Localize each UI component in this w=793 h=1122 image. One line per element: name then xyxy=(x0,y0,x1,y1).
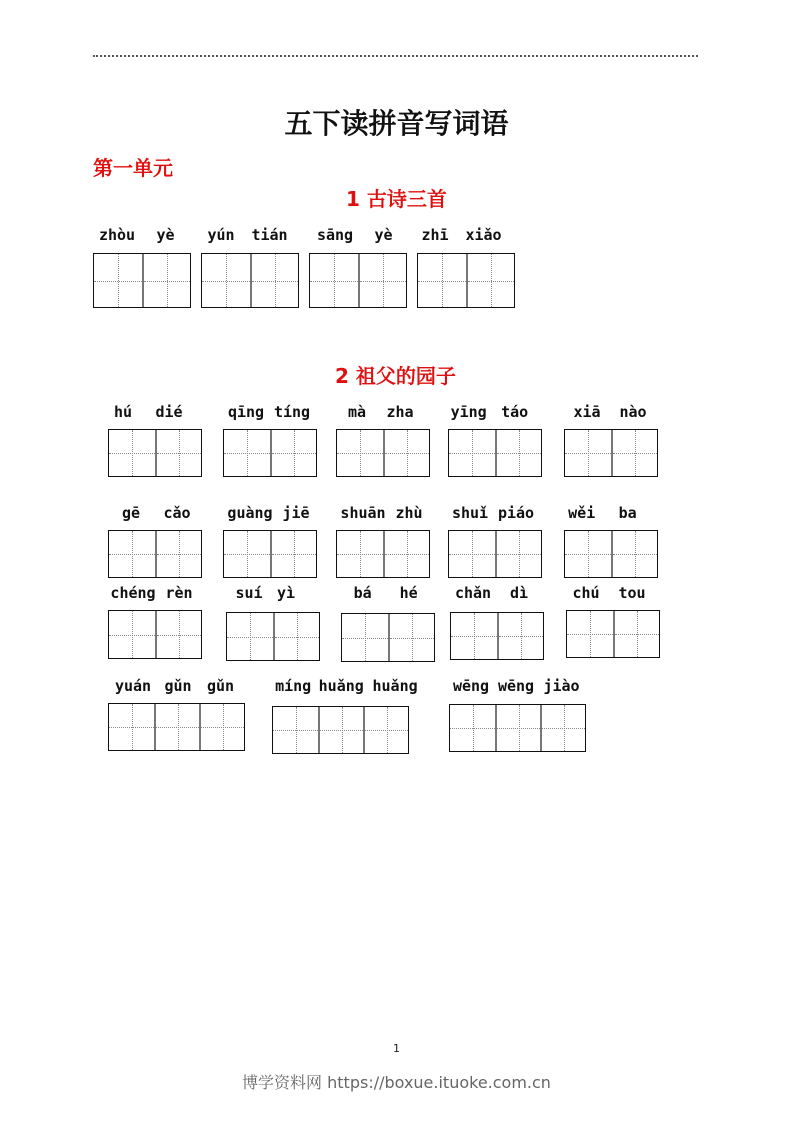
pinyin-label: shuǐ piáo xyxy=(451,504,535,522)
grid-cell[interactable] xyxy=(202,254,250,307)
grid-cell[interactable] xyxy=(363,707,408,753)
grid-cell[interactable] xyxy=(270,531,316,577)
grid-cell[interactable] xyxy=(449,531,495,577)
grid-cell[interactable] xyxy=(199,704,244,750)
writing-grid[interactable] xyxy=(448,429,542,477)
pinyin-label: chǎn dì xyxy=(454,584,529,602)
writing-grid[interactable] xyxy=(417,253,515,308)
grid-cell[interactable] xyxy=(383,531,429,577)
grid-cell[interactable] xyxy=(94,254,142,307)
writing-grid[interactable] xyxy=(223,530,317,578)
writing-grid[interactable] xyxy=(108,703,245,751)
grid-cell[interactable] xyxy=(495,705,540,751)
header-dotted-rule xyxy=(93,55,698,57)
grid-cell[interactable] xyxy=(450,705,495,751)
unit-heading: 第一单元 xyxy=(93,156,173,180)
grid-cell[interactable] xyxy=(224,430,270,476)
writing-grid[interactable] xyxy=(336,429,430,477)
page-number: 1 xyxy=(393,1042,400,1055)
writing-grid[interactable] xyxy=(108,530,202,578)
grid-cell[interactable] xyxy=(155,611,201,658)
page-title: 五下读拼音写词语 xyxy=(284,107,509,140)
grid-cell[interactable] xyxy=(250,254,298,307)
pinyin-label: zhòu yè xyxy=(98,226,175,244)
writing-grid[interactable] xyxy=(448,530,542,578)
grid-cell[interactable] xyxy=(155,531,201,577)
writing-grid[interactable] xyxy=(564,530,658,578)
grid-cell[interactable] xyxy=(495,430,541,476)
pinyin-label: hú dié xyxy=(113,403,183,421)
grid-cell[interactable] xyxy=(565,430,611,476)
writing-grid[interactable] xyxy=(272,706,409,754)
writing-grid[interactable] xyxy=(223,429,317,477)
pinyin-label: qīng tíng xyxy=(227,403,311,421)
grid-cell[interactable] xyxy=(449,430,495,476)
grid-cell[interactable] xyxy=(495,531,541,577)
grid-cell[interactable] xyxy=(611,430,657,476)
pinyin-label: shuān zhù xyxy=(340,504,423,522)
grid-cell[interactable] xyxy=(155,430,201,476)
lesson-title-2: 2 祖父的园子 xyxy=(335,364,456,388)
pinyin-label: yún tián xyxy=(207,226,288,244)
grid-cell[interactable] xyxy=(337,531,383,577)
grid-cell[interactable] xyxy=(358,254,406,307)
pinyin-label: guàng jiē xyxy=(227,504,310,522)
writing-grid[interactable] xyxy=(566,610,660,658)
pinyin-label: chéng rèn xyxy=(110,584,193,602)
writing-grid[interactable] xyxy=(108,429,202,477)
pinyin-label: gē cǎo xyxy=(121,504,191,522)
pinyin-label: sāng yè xyxy=(316,226,393,244)
pinyin-label: wēng wēng jiào xyxy=(452,677,580,695)
grid-cell[interactable] xyxy=(109,611,155,658)
writing-grid[interactable] xyxy=(226,612,320,661)
grid-cell[interactable] xyxy=(611,531,657,577)
pinyin-label: mà zha xyxy=(347,403,414,421)
writing-grid[interactable] xyxy=(201,253,299,308)
grid-cell[interactable] xyxy=(154,704,199,750)
pinyin-label: chú tou xyxy=(572,584,646,602)
grid-cell[interactable] xyxy=(497,613,543,659)
pinyin-label: míng huǎng huǎng xyxy=(275,677,418,695)
grid-cell[interactable] xyxy=(337,430,383,476)
grid-cell[interactable] xyxy=(109,430,155,476)
grid-cell[interactable] xyxy=(273,707,318,753)
grid-cell[interactable] xyxy=(388,614,434,661)
pinyin-label: suí yì xyxy=(235,584,296,602)
grid-cell[interactable] xyxy=(451,613,497,659)
grid-cell[interactable] xyxy=(227,613,273,660)
pinyin-label: yīng táo xyxy=(450,403,529,421)
grid-cell[interactable] xyxy=(109,531,155,577)
writing-grid[interactable] xyxy=(564,429,658,477)
footer-watermark: 博学资料网 https://boxue.ituoke.com.cn xyxy=(242,1073,551,1092)
grid-cell[interactable] xyxy=(613,611,659,657)
pinyin-label: xiā nào xyxy=(573,403,647,421)
grid-cell[interactable] xyxy=(540,705,585,751)
grid-cell[interactable] xyxy=(318,707,363,753)
pinyin-label: bá hé xyxy=(353,584,418,602)
grid-cell[interactable] xyxy=(142,254,190,307)
pinyin-label: zhī xiǎo xyxy=(421,226,502,244)
grid-cell[interactable] xyxy=(273,613,319,660)
grid-cell[interactable] xyxy=(109,704,154,750)
grid-cell[interactable] xyxy=(418,254,466,307)
writing-grid[interactable] xyxy=(450,612,544,660)
grid-cell[interactable] xyxy=(565,531,611,577)
grid-cell[interactable] xyxy=(224,531,270,577)
pinyin-label: yuán gǔn gǔn xyxy=(114,677,235,695)
writing-grid[interactable] xyxy=(449,704,586,752)
writing-grid[interactable] xyxy=(309,253,407,308)
grid-cell[interactable] xyxy=(567,611,613,657)
lesson-title-1: 1 古诗三首 xyxy=(346,187,447,211)
grid-cell[interactable] xyxy=(270,430,316,476)
writing-grid[interactable] xyxy=(93,253,191,308)
grid-cell[interactable] xyxy=(466,254,514,307)
writing-grid[interactable] xyxy=(108,610,202,659)
grid-cell[interactable] xyxy=(310,254,358,307)
grid-cell[interactable] xyxy=(342,614,388,661)
writing-grid[interactable] xyxy=(336,530,430,578)
grid-cell[interactable] xyxy=(383,430,429,476)
pinyin-label: wěi ba xyxy=(568,504,637,522)
writing-grid[interactable] xyxy=(341,613,435,662)
